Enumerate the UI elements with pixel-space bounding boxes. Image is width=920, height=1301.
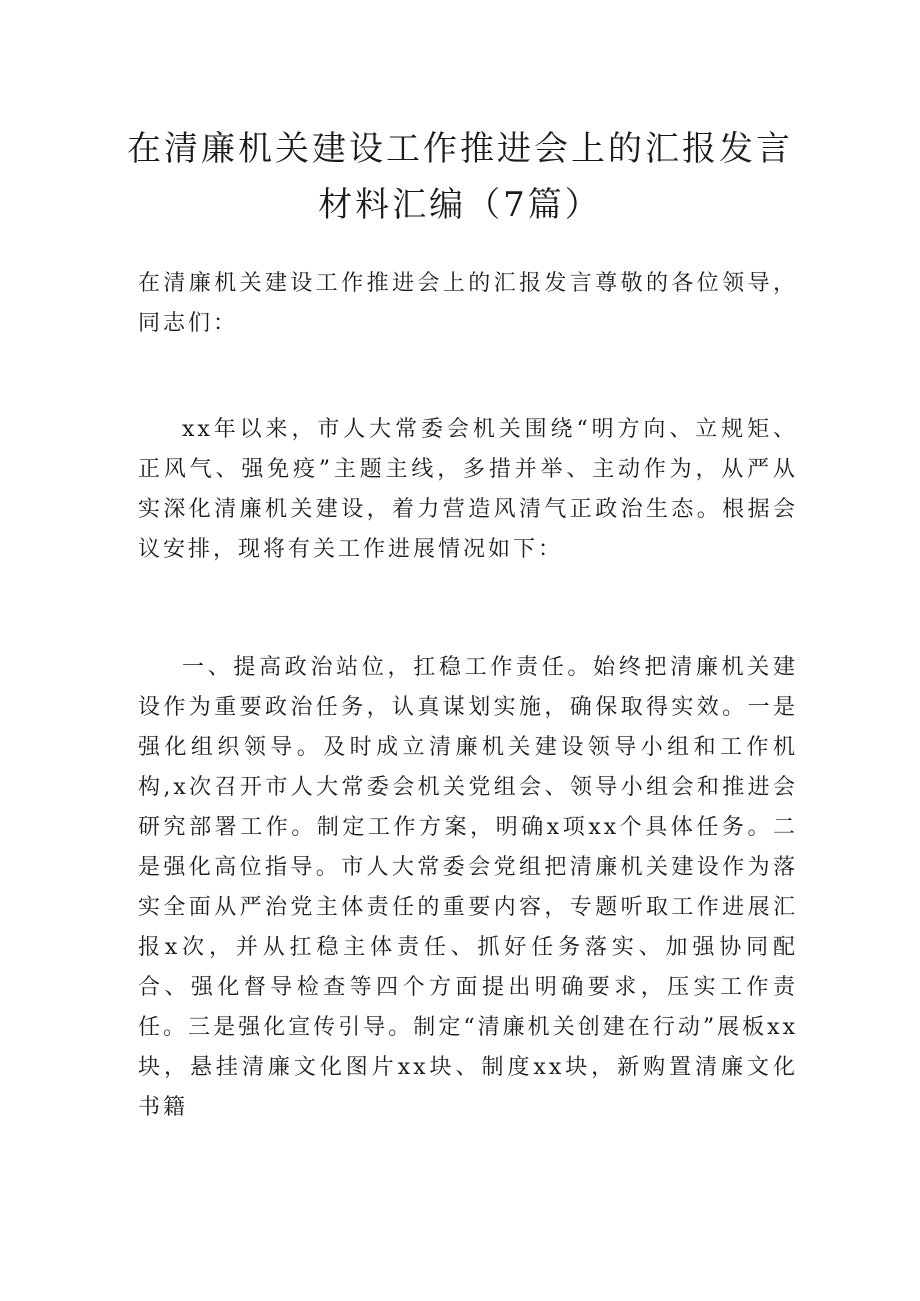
title-line-1: 在清廉机关建设工作推进会上的汇报发言 bbox=[127, 129, 793, 169]
section-one-paragraph: 一、提高政治站位，扛稳工作责任。始终把清廉机关建设作为重要政治任务，认真谋划实施，确保取得实效。一是强化组织领导。及时成立清廉机关建设领导小组和工作机构,x次召开市人大常委会机关党组会、领导小组会和推进会研究部署工作。制定工作方案，明确x项xx个具体任务。二是强化高位指导。市人大常委会党组把清廉机关建设作为落实全面从严治党主体责任的重要内容，专题听取工作进展汇报x次，并从扛稳主体责任、抓好任务落实、加强协同配合、强化督导检查等四个方面提出明确要求，压实工作责任。三是强化宣传引导。制定“清廉机关创建在行动”展板xx块，悬挂清廉文化图片xx块、制度xx块，新购置清廉文化书籍 bbox=[138, 655, 798, 1120]
document-title bbox=[120, 126, 800, 228]
greeting-paragraph: 在清廉机关建设工作推进会上的汇报发言尊敬的各位领导，同志们： bbox=[138, 271, 798, 336]
intro-paragraph: xx年以来，市人大常委会机关围绕“明方向、立规矩、正风气、强免疫”主题主线，多措并举、主动作为，从严从实深化清廉机关建设，着力营造风清气正政治生态。根据会议安排，现将有关工作进展情况如下： bbox=[138, 417, 798, 562]
title-line-2: 材料汇编（7篇） bbox=[318, 185, 602, 225]
